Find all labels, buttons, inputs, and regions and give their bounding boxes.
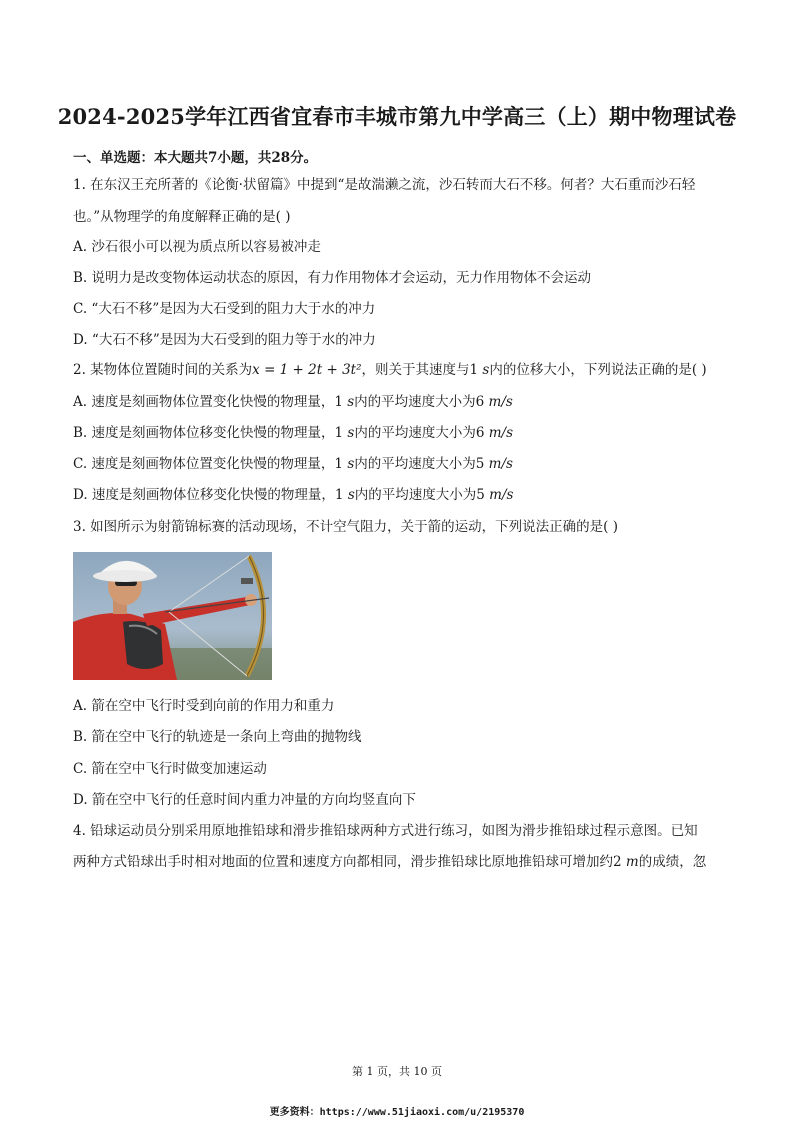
q2-d-unit-s: s bbox=[347, 487, 355, 503]
archer-photo bbox=[73, 552, 272, 680]
q2-c-mid: 内的平均速度大小为5 bbox=[354, 456, 489, 472]
q2-stem bbox=[73, 361, 707, 379]
q3-option-a: A. 箭在空中飞行时受到向前的作用力和重力 bbox=[73, 698, 335, 714]
q2-option-a bbox=[73, 393, 513, 411]
q1-stem-line1: 1. 在东汉王充所著的《论衡·状留篇》中提到“是故湍濑之流，沙石转而大石不移。何者？大石重而沙石轻 bbox=[73, 177, 696, 193]
q2-a-mid: 内的平均速度大小为6 bbox=[354, 394, 489, 410]
q2-option-b bbox=[73, 424, 513, 442]
q2-a-unit: m/s bbox=[488, 394, 513, 410]
q2-d-pre: D. 速度是刻画物体位移变化快慢的物理量，1 bbox=[73, 487, 348, 503]
q2-stem-pre: 2. 某物体位置随时间的关系为 bbox=[73, 362, 253, 378]
section-heading: 一、单选题：本大题共7小题，共28分。 bbox=[73, 150, 318, 166]
more-resources-link[interactable]: 更多资料：https://www.51jiaoxi.com/u/2195370 bbox=[269, 1107, 525, 1118]
q2-d-mid: 内的平均速度大小为5 bbox=[354, 487, 490, 503]
q2-b-pre: B. 速度是刻画物体位移变化快慢的物理量，1 bbox=[73, 425, 348, 441]
q4-unit-m: m bbox=[625, 854, 639, 870]
q4-line1: 4. 铅球运动员分别采用原地推铅球和滑步推铅球两种方式进行练习，如图为滑步推铅球过程示意图。已知 bbox=[73, 823, 698, 839]
q1-option-b: B. 说明力是改变物体运动状态的原因，有力作用物体才会运动，无力作用物体不会运动 bbox=[73, 270, 592, 286]
q2-b-unit: m/s bbox=[488, 425, 513, 441]
q2-formula: x = 1 + 2t + 3t² bbox=[252, 362, 362, 378]
q2-b-mid: 内的平均速度大小为6 bbox=[354, 425, 489, 441]
q2-unit-s: s bbox=[482, 362, 490, 378]
q4-line2 bbox=[73, 853, 706, 871]
q2-b-unit-s: s bbox=[347, 425, 355, 441]
q2-stem-post: 内的位移大小，下列说法正确的是( ) bbox=[489, 362, 707, 378]
q1-stem-line2: 也。”从物理学的角度解释正确的是( ) bbox=[73, 209, 291, 225]
q2-stem-mid: ，则关于其速度与1 bbox=[361, 362, 483, 378]
q2-d-unit: m/s bbox=[489, 487, 514, 503]
q4-line2-pre: 两种方式铅球出手时相对地面的位置和速度方向都相同，滑步推铅球比原地推铅球可增加约2 bbox=[73, 854, 626, 870]
q2-c-unit: m/s bbox=[488, 456, 513, 472]
archer-illustration bbox=[73, 552, 272, 680]
q2-option-c bbox=[73, 455, 513, 473]
q3-stem: 3. 如图所示为射箭锦标赛的活动现场，不计空气阻力，关于箭的运动，下列说法正确的是( ) bbox=[73, 519, 618, 535]
q2-option-d bbox=[73, 486, 513, 504]
page-footer: 第 1 页，共 10 页 bbox=[352, 1065, 442, 1078]
q3-option-b: B. 箭在空中飞行的轨迹是一条向上弯曲的抛物线 bbox=[73, 729, 362, 745]
q2-a-unit-s: s bbox=[347, 394, 355, 410]
page-title: 2024-2025学年江西省宜春市丰城市第九中学高三（上）期中物理试卷 bbox=[57, 104, 737, 129]
q1-option-c: C. “大石不移”是因为大石受到的阻力大于水的冲力 bbox=[73, 301, 376, 317]
q1-option-d: D. “大石不移”是因为大石受到的阻力等于水的冲力 bbox=[73, 332, 376, 348]
q2-c-pre: C. 速度是刻画物体位置变化快慢的物理量，1 bbox=[73, 456, 348, 472]
q4-line2-post: 的成绩，忽 bbox=[638, 854, 707, 870]
q1-option-a: A. 沙石很小可以视为质点所以容易被冲走 bbox=[73, 239, 321, 255]
q2-a-pre: A. 速度是刻画物体位置变化快慢的物理量，1 bbox=[73, 394, 348, 410]
q3-option-d: D. 箭在空中飞行的任意时间内重力冲量的方向均竖直向下 bbox=[73, 792, 416, 808]
q2-c-unit-s: s bbox=[347, 456, 355, 472]
q3-option-c: C. 箭在空中飞行时做变加速运动 bbox=[73, 761, 267, 777]
